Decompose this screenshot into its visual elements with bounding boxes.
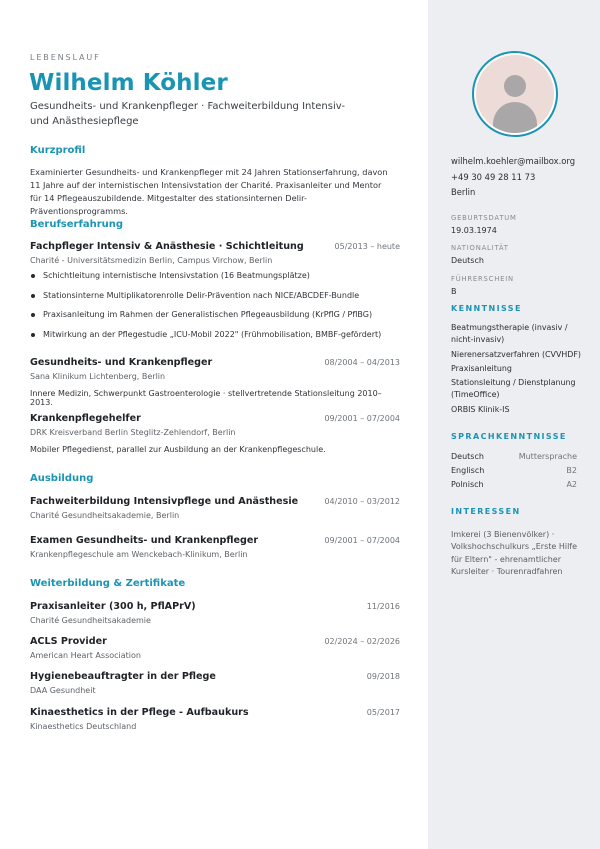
avatar-head bbox=[504, 75, 526, 97]
license-label: FÜHRERSCHEIN bbox=[451, 275, 514, 283]
experience-entry bbox=[30, 413, 400, 454]
section-heading-experience: Berufserfahrung bbox=[30, 219, 124, 230]
interests-heading: INTERESSEN bbox=[451, 507, 521, 516]
languages-heading: SPRACHKENNTNISSE bbox=[451, 432, 567, 441]
skills-heading: KENNTNISSE bbox=[451, 304, 522, 313]
list-item: Praxisanleitung im Rahmen der Generalistischen Pflegeausbildung (KrPflG / PflBG) bbox=[30, 309, 400, 329]
entry-organization: Charité Gesundheitsakademie bbox=[30, 616, 151, 625]
list-item: Schichtleitung internistische Intensivstation (16 Beatmungsplätze) bbox=[30, 270, 400, 290]
entry-date: 08/2004 – 04/2013 bbox=[324, 358, 400, 367]
person-subtitle: Gesundheits- und Krankenpfleger · Fachweiterbildung Intensiv- und Anästhesiepflege bbox=[30, 101, 346, 127]
entry-title: Fachweiterbildung Intensivpflege und Anästhesie bbox=[30, 496, 299, 507]
entry-title: ACLS Provider bbox=[30, 636, 107, 647]
entry-description: Mobiler Pflegedienst, parallel zur Ausbildung an der Krankenpflegeschule. bbox=[30, 445, 326, 454]
entry-date: 05/2017 bbox=[366, 708, 400, 717]
certificate-entry bbox=[30, 707, 400, 731]
nationality-value: Deutsch bbox=[451, 256, 484, 265]
certificate-entry bbox=[30, 671, 400, 695]
entry-bullet-list bbox=[30, 270, 400, 348]
person-silhouette-icon bbox=[476, 55, 554, 133]
entry-date: 11/2016 bbox=[366, 602, 400, 611]
birth-date-value: 19.03.1974 bbox=[451, 226, 497, 235]
skill-item: Nierenersatzverfahren (CVVHDF) bbox=[451, 350, 581, 359]
contact-city: Berlin bbox=[451, 187, 476, 197]
entry-organization: American Heart Association bbox=[30, 651, 141, 660]
entry-date: 09/2001 – 07/2004 bbox=[324, 536, 400, 545]
education-entry bbox=[30, 535, 400, 559]
language-level: B2 bbox=[566, 466, 577, 475]
bullet-icon bbox=[31, 294, 35, 298]
skill-item: Stationsleitung / Dienstplanung (TimeOffice) bbox=[451, 378, 576, 399]
certificate-entry bbox=[30, 601, 400, 625]
document-type-label: LEBENSLAUF bbox=[30, 53, 101, 62]
bullet-icon bbox=[31, 313, 35, 317]
bullet-icon bbox=[31, 274, 35, 278]
entry-date: 09/2001 – 07/2004 bbox=[324, 414, 400, 423]
entry-date: 04/2010 – 03/2012 bbox=[324, 497, 400, 506]
entry-organization: Charité Gesundheitsakademie, Berlin bbox=[30, 511, 180, 520]
education-entry bbox=[30, 496, 400, 520]
entry-title: Hygienebeauftragter in der Pflege bbox=[30, 671, 216, 682]
entry-organization: Krankenpflegeschule am Wenckebach-Klinikum, Berlin bbox=[30, 550, 248, 559]
entry-date: 09/2018 bbox=[366, 672, 400, 681]
language-row bbox=[451, 452, 577, 461]
experience-entry bbox=[30, 241, 400, 348]
profile-text: Examinierter Gesundheits- und Krankenpfleger mit 24 Jahren Stationserfahrung, davon 11 Jahre auf der internistischen Intensivstation der Charité. Praxisanleiter und Mentor für 14 Pflegeauszubildende. Mitgestalter des stationsinternen Delir-Präventionsprogramms. bbox=[30, 167, 388, 216]
experience-entry bbox=[30, 357, 400, 407]
license-value: B bbox=[451, 287, 457, 296]
language-level: A2 bbox=[566, 480, 577, 489]
entry-organization: Kinaesthetics Deutschland bbox=[30, 722, 137, 731]
contact-phone: +49 30 49 28 11 73 bbox=[451, 172, 536, 182]
birth-date-label: GEBURTSDATUM bbox=[451, 214, 517, 222]
entry-description: Innere Medizin, Schwerpunkt Gastroenterologie · stellvertretende Stationsleitung 2010–2013. bbox=[30, 389, 382, 407]
interests-text: Imkerei (3 Bienenvölker) · Volkshochschulkurs „Erste Hilfe für Eltern" - ehrenamtlicher Kursleiter · Tourenradfahren bbox=[451, 530, 578, 577]
nationality-label: NATIONALITÄT bbox=[451, 244, 509, 252]
entry-organization: Sana Klinikum Lichtenberg, Berlin bbox=[30, 372, 166, 381]
contact-email: wilhelm.koehler@mailbox.org bbox=[451, 156, 576, 166]
list-item: Mitwirkung an der Pflegestudie „ICU-Mobil 2022" (Frühmobilisation, BMBF-gefördert) bbox=[30, 329, 400, 349]
entry-title: Gesundheits- und Krankenpfleger bbox=[30, 357, 213, 368]
entry-title: Praxisanleiter (300 h, PflAPrV) bbox=[30, 601, 196, 612]
entry-date: 05/2013 – heute bbox=[334, 242, 400, 251]
language-name: Deutsch bbox=[451, 452, 484, 461]
entry-organization: DRK Kreisverband Berlin Steglitz-Zehlendorf, Berlin bbox=[30, 428, 236, 437]
entry-title: Examen Gesundheits- und Krankenpfleger bbox=[30, 535, 259, 546]
entry-title: Krankenpflegehelfer bbox=[30, 413, 141, 424]
section-heading-certificates: Weiterbildung & Zertifikate bbox=[30, 578, 186, 589]
list-item: Stationsinterne Multiplikatorenrolle Delir-Prävention nach NICE/ABCDEF-Bundle bbox=[30, 290, 400, 310]
avatar-body bbox=[493, 102, 537, 133]
entry-title: Fachpfleger Intensiv & Anästhesie · Schichtleitung bbox=[30, 241, 304, 252]
person-name: Wilhelm Köhler bbox=[29, 70, 228, 96]
entry-title: Kinaesthetics in der Pflege - Aufbaukurs bbox=[30, 707, 249, 718]
entry-organization: Charité - Universitätsmedizin Berlin, Campus Virchow, Berlin bbox=[30, 256, 273, 265]
language-row bbox=[451, 466, 577, 475]
language-name: Englisch bbox=[451, 466, 485, 475]
bullet-icon bbox=[31, 333, 35, 337]
language-row bbox=[451, 480, 577, 489]
language-level: Muttersprache bbox=[518, 452, 577, 461]
skill-item: Praxisanleitung bbox=[451, 364, 512, 373]
entry-date: 02/2024 – 02/2026 bbox=[324, 637, 400, 646]
skill-item: ORBIS Klinik-IS bbox=[451, 405, 510, 414]
section-heading-profile: Kurzprofil bbox=[30, 145, 86, 156]
language-name: Polnisch bbox=[451, 480, 484, 489]
skill-item: Beatmungstherapie (invasiv / nicht-invasiv) bbox=[451, 323, 568, 344]
entry-organization: DAA Gesundheit bbox=[30, 686, 96, 695]
section-heading-education: Ausbildung bbox=[30, 473, 94, 484]
certificate-entry bbox=[30, 636, 400, 660]
